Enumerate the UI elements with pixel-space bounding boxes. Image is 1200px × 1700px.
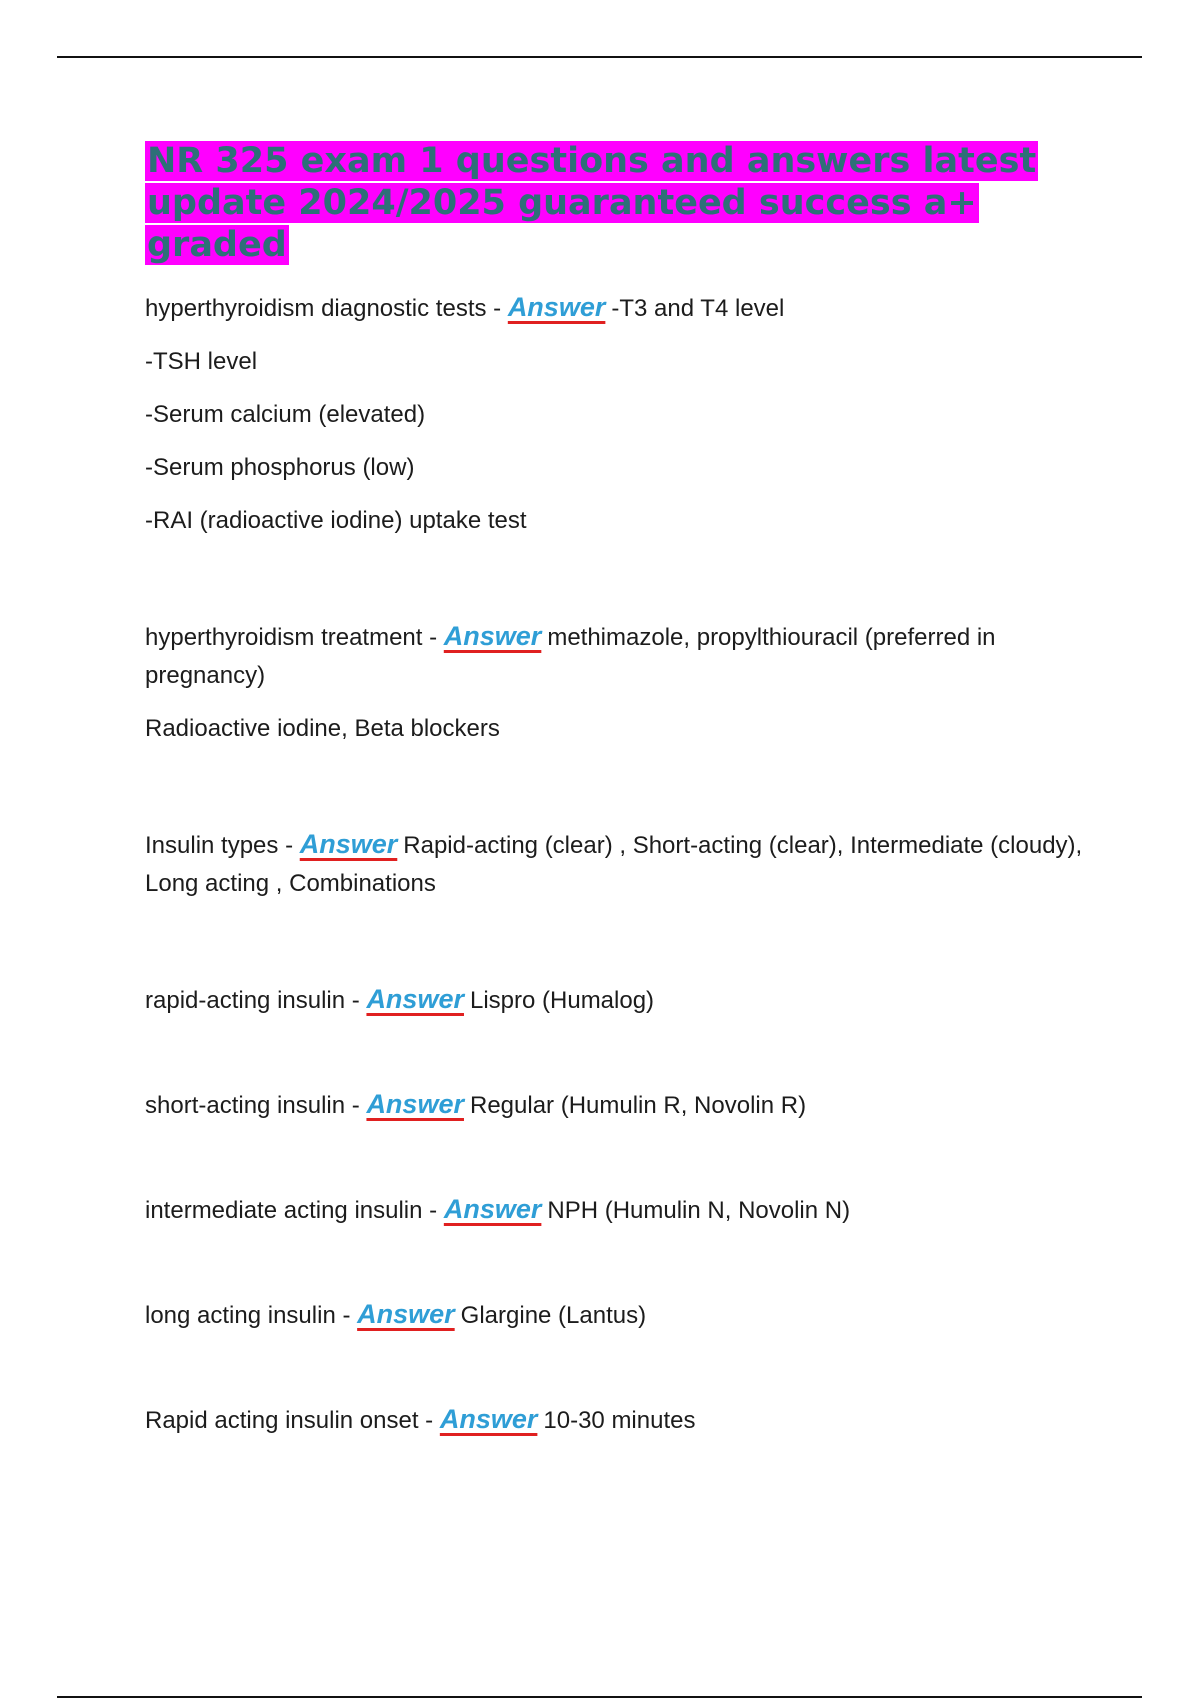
answer-link[interactable]: Answer xyxy=(299,829,398,859)
title-block xyxy=(145,140,1095,266)
answer-extra-line: -TSH level xyxy=(145,348,258,375)
qa-line xyxy=(145,980,1095,1020)
answer-extra-line: Radioactive iodine, Beta blockers xyxy=(145,715,500,742)
qa-line xyxy=(145,1085,1095,1125)
question-text: hyperthyroidism treatment - xyxy=(145,624,444,651)
question-text: short-acting insulin - xyxy=(145,1092,367,1119)
qa-line xyxy=(145,288,1095,328)
answer-text: Rapid-acting (clear) , Short-acting (clear), Intermediate (cloudy), Long acting , Combinations xyxy=(145,832,1083,897)
answer-link[interactable]: Answer xyxy=(507,292,606,322)
qa-item-treatment xyxy=(145,617,1095,748)
answer-link[interactable]: Answer xyxy=(357,1299,455,1329)
qa-item-diagnostic-tests xyxy=(145,288,1095,540)
question-text: intermediate acting insulin - xyxy=(145,1197,444,1224)
question-text: hyperthyroidism diagnostic tests - xyxy=(145,295,508,322)
question-text: long acting insulin - xyxy=(145,1302,358,1329)
document-body xyxy=(145,140,1095,1455)
answer-extra-line: -Serum calcium (elevated) xyxy=(145,401,426,428)
qa-item-rapid-acting xyxy=(145,980,1095,1020)
answer-text: 10-30 minutes xyxy=(543,1407,696,1434)
answer-link[interactable]: Answer xyxy=(366,984,464,1014)
header-rule xyxy=(57,56,1142,58)
answer-text: Regular (Humulin R, Novolin R) xyxy=(469,1092,807,1119)
answer-text: -T3 and T4 level xyxy=(611,295,785,322)
qa-item-insulin-types xyxy=(145,825,1095,903)
qa-item-intermediate-acting xyxy=(145,1190,1095,1230)
qa-item-long-acting xyxy=(145,1295,1095,1335)
title-highlight: NR 325 exam 1 questions and answers latest update 2024/2025 guaranteed success a+ graded xyxy=(147,141,1037,265)
qa-line xyxy=(145,825,1095,903)
answer-text: methimazole, propylthiouracil (preferred in pregnancy) xyxy=(145,624,996,689)
answer-text: Glargine (Lantus) xyxy=(460,1302,647,1329)
question-text: Rapid acting insulin onset - xyxy=(145,1407,440,1434)
question-text: Insulin types - xyxy=(145,832,300,859)
answer-link[interactable]: Answer xyxy=(366,1089,464,1119)
qa-item-rapid-onset xyxy=(145,1400,1095,1440)
document-title xyxy=(145,141,1038,265)
answer-extra-line: -RAI (radioactive iodine) uptake test xyxy=(145,507,527,534)
qa-line xyxy=(145,617,1095,695)
question-text: rapid-acting insulin - xyxy=(145,987,367,1014)
answer-link[interactable]: Answer xyxy=(439,1404,538,1434)
qa-list xyxy=(145,288,1095,1440)
answer-link[interactable]: Answer xyxy=(443,621,542,651)
qa-item-short-acting xyxy=(145,1085,1095,1125)
answer-text: Lispro (Humalog) xyxy=(469,987,655,1014)
qa-line xyxy=(145,1190,1095,1230)
answer-link[interactable]: Answer xyxy=(443,1194,542,1224)
qa-line xyxy=(145,1295,1095,1335)
qa-line xyxy=(145,1400,1095,1440)
footer-rule xyxy=(57,1696,1142,1698)
answer-text: NPH (Humulin N, Novolin N) xyxy=(547,1197,851,1224)
answer-extra-line: -Serum phosphorus (low) xyxy=(145,454,415,481)
